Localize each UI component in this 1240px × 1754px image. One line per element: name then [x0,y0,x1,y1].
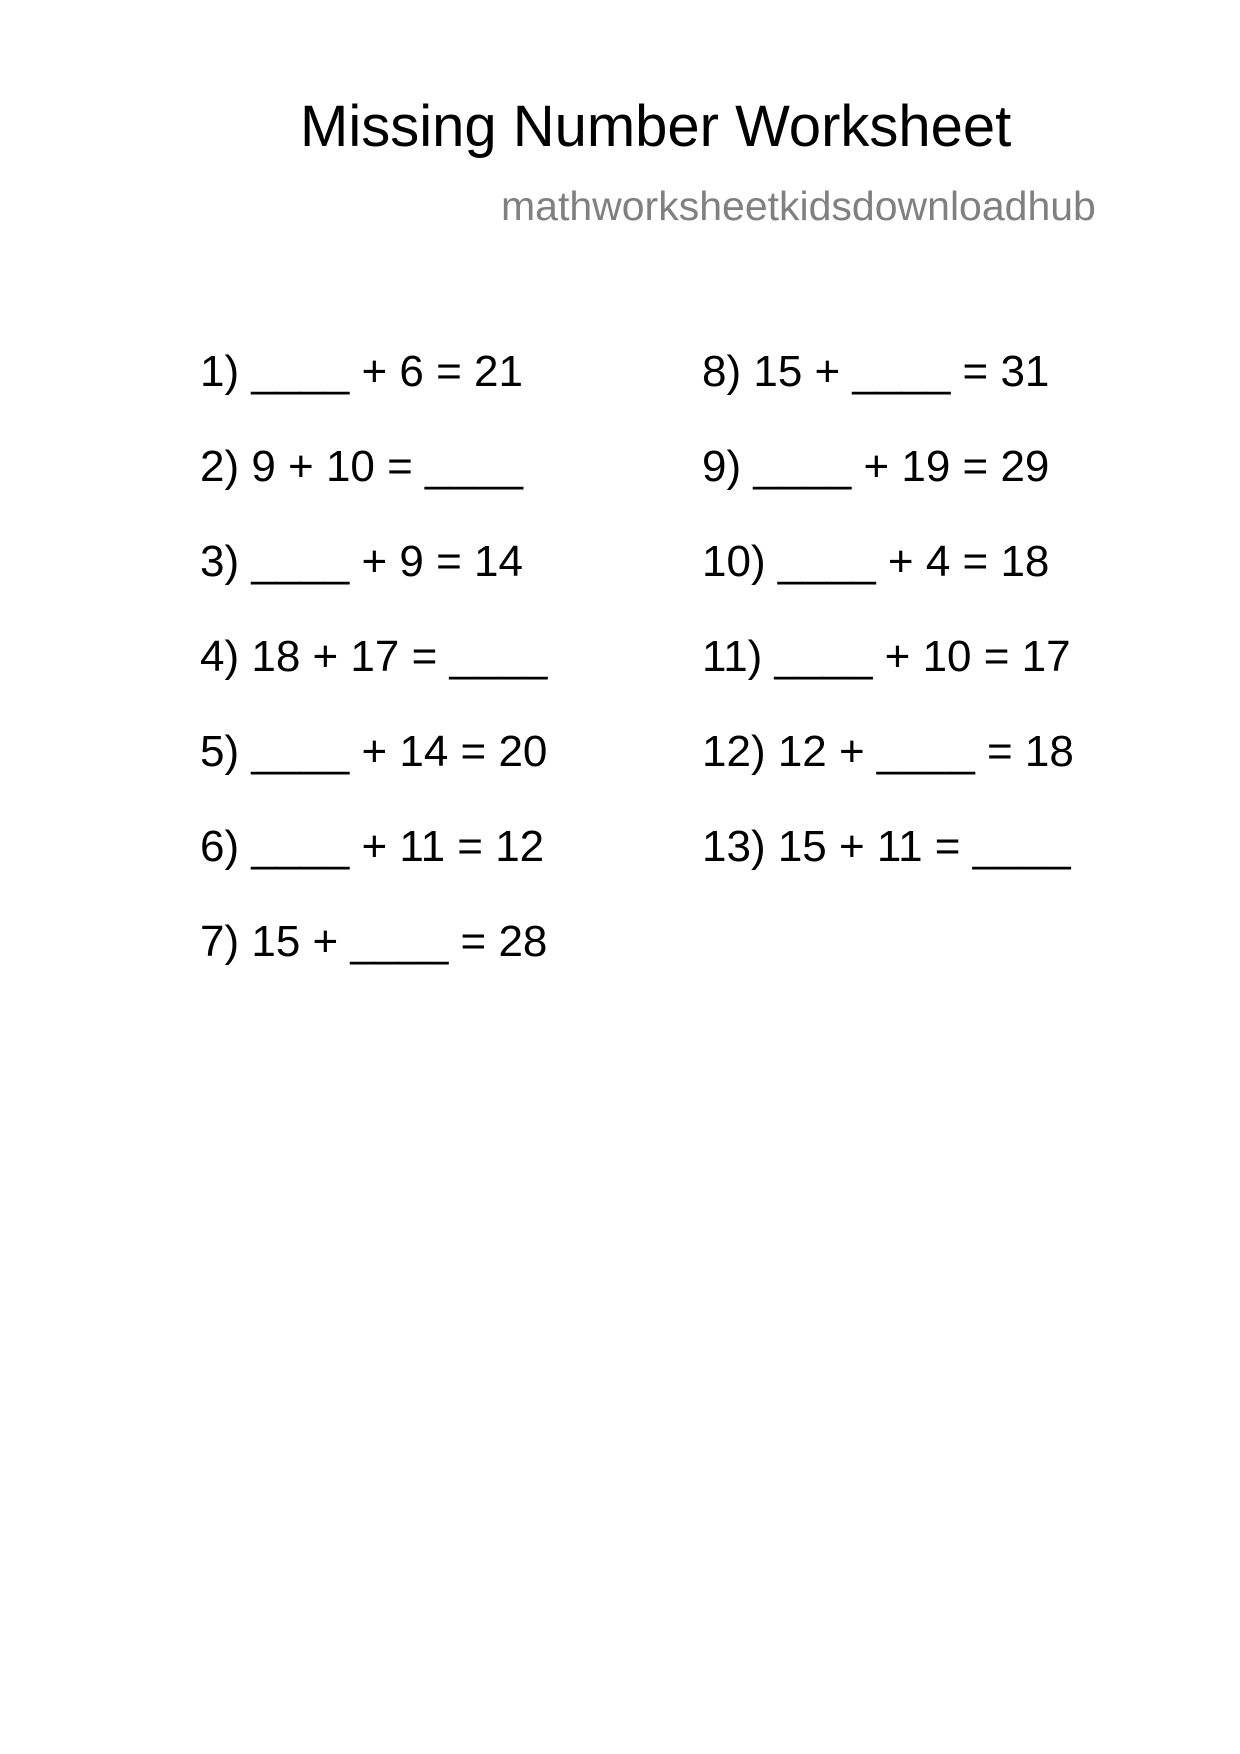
problem-column-left [200,347,548,1015]
problem-13: 13) 15 + 11 = ____ [702,822,1071,871]
problem-7: 7) 15 + ____ = 28 [200,917,548,966]
problem-10: 10) ____ + 4 = 18 [702,537,1050,586]
problem-3: 3) ____ + 9 = 14 [200,537,523,586]
problem-9: 9) ____ + 19 = 29 [702,442,1050,491]
problem-12: 12) 12 + ____ = 18 [702,727,1074,776]
problem-2: 2) 9 + 10 = ____ [200,442,523,491]
problem-column-right [702,347,1074,920]
worksheet-title: Missing Number Worksheet [300,94,1012,159]
worksheet-source: mathworksheetkidsdownloadhub [501,183,1096,229]
problem-6: 6) ____ + 11 = 12 [200,822,545,871]
problem-11: 11) ____ + 10 = 17 [702,632,1071,681]
problem-8: 8) 15 + ____ = 31 [702,347,1050,396]
problem-5: 5) ____ + 14 = 20 [200,727,548,776]
problem-4: 4) 18 + 17 = ____ [200,632,548,681]
problem-1: 1) ____ + 6 = 21 [200,347,523,396]
